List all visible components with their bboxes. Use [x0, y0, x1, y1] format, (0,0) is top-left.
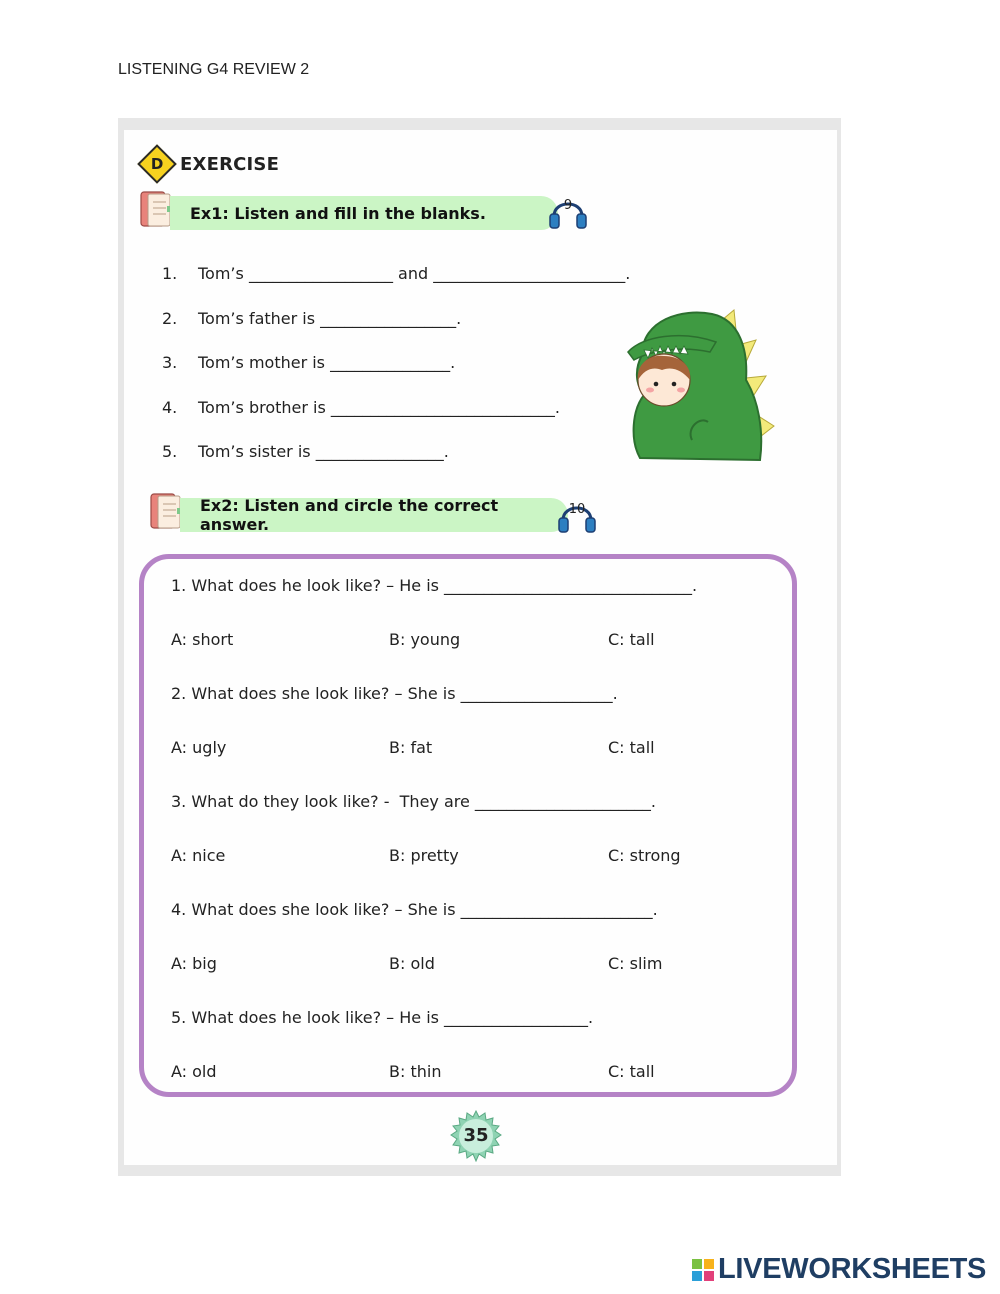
ex2-question: 1. What does he look like? – He is _______________________________.: [171, 576, 698, 595]
section-heading: [143, 150, 279, 178]
ex1-item-number: 4.: [162, 398, 178, 417]
brand-name: LIVEWORKSHEETS: [718, 1253, 987, 1285]
dinosaur-costume-girl-illustration: [622, 300, 782, 470]
book-icon: [138, 190, 174, 230]
option-a[interactable]: A: big: [171, 954, 217, 973]
headphones-icon[interactable]: [548, 190, 588, 232]
ex1-title: Ex1: Listen and fill in the blanks.: [190, 203, 486, 223]
ex2-question: 4. What does she look like? – She is ________________________.: [171, 900, 658, 919]
option-c[interactable]: C: tall: [608, 738, 655, 757]
option-c[interactable]: C: strong: [608, 846, 681, 865]
ex2-track-number: 10: [568, 502, 586, 517]
document-title: LISTENING G4 REVIEW 2: [118, 61, 310, 78]
option-b[interactable]: B: young: [389, 630, 461, 649]
ex1-item-text: Tom’s father is _________________.: [198, 309, 462, 328]
page-number-badge: [450, 1110, 502, 1162]
ex2-banner: [180, 498, 568, 532]
option-a[interactable]: A: short: [171, 630, 234, 649]
ex1-item-number: 3.: [162, 353, 178, 372]
book-icon: [148, 492, 184, 532]
headphones-icon[interactable]: [557, 494, 597, 536]
option-a[interactable]: A: ugly: [171, 738, 227, 757]
ex1-item-number: 1.: [162, 264, 178, 283]
page-number: 35: [463, 1125, 489, 1146]
section-title: EXERCISE: [180, 153, 280, 175]
option-c[interactable]: C: tall: [608, 1062, 655, 1081]
option-c[interactable]: C: tall: [608, 630, 655, 649]
option-b[interactable]: B: thin: [389, 1062, 442, 1081]
ex2-question: 3. What do they look like? - They are ______________________.: [171, 792, 657, 811]
ex2-question: 2. What does she look like? – She is ___________________.: [171, 684, 618, 703]
ex1-item-text: Tom’s sister is ________________.: [198, 442, 449, 461]
ex2-title: Ex2: Listen and circle the correct answer.: [200, 496, 499, 534]
ex1-item-text: Tom’s mother is _______________.: [198, 353, 456, 372]
liveworksheets-logo-icon: [692, 1259, 714, 1281]
ex1-track-number: 9: [563, 198, 573, 213]
ex1-item-text: Tom’s brother is ____________________________.: [198, 398, 560, 417]
ex1-item-number: 5.: [162, 442, 178, 461]
section-letter: D: [150, 154, 164, 173]
ex1-banner: [170, 196, 558, 230]
option-b[interactable]: B: old: [389, 954, 435, 973]
option-a[interactable]: A: old: [171, 1062, 217, 1081]
option-b[interactable]: B: pretty: [389, 846, 459, 865]
ex1-item-text: Tom’s __________________ and ________________________.: [198, 264, 631, 283]
option-c[interactable]: C: slim: [608, 954, 663, 973]
option-a[interactable]: A: nice: [171, 846, 226, 865]
liveworksheets-logo[interactable]: [692, 1253, 986, 1286]
ex2-question: 5. What does he look like? – He is __________________.: [171, 1008, 594, 1027]
section-letter-badge: [137, 144, 177, 184]
ex1-item-number: 2.: [162, 309, 178, 328]
option-b[interactable]: B: fat: [389, 738, 433, 757]
